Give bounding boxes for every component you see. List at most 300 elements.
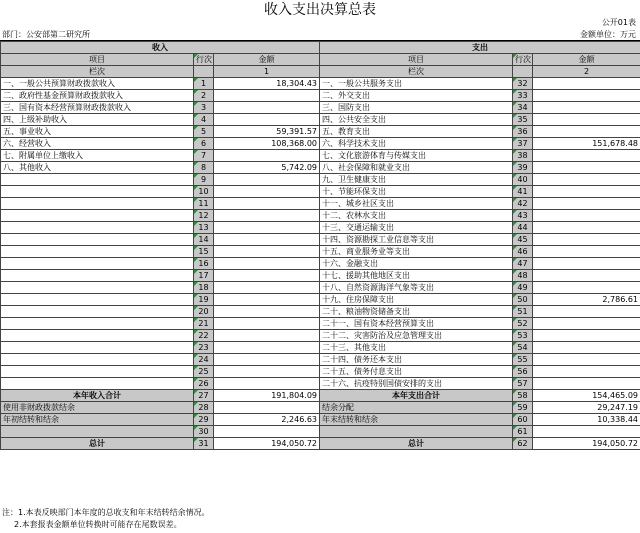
total-row: [1, 414, 640, 426]
income-line: 21: [194, 318, 214, 330]
cell-marker-icon: [513, 198, 517, 202]
income-item: 四、上级补助收入: [1, 114, 194, 126]
table-row: [1, 354, 640, 366]
income-line: 13: [194, 222, 214, 234]
income-item-header: 项目: [1, 54, 194, 66]
cell-marker-icon: [513, 210, 517, 214]
table-row: [1, 114, 640, 126]
cell-marker-icon: [194, 126, 198, 130]
income-item: [1, 342, 194, 354]
table-row: [1, 246, 640, 258]
income-column-line-blank: [194, 66, 214, 78]
income-line: 20: [194, 306, 214, 318]
expense-line: 40: [513, 174, 533, 186]
cell-marker-icon: [194, 306, 198, 310]
expense-item: 五、教育支出: [320, 126, 513, 138]
expense-amount: [533, 306, 640, 318]
expense-column-label: 栏次: [320, 66, 513, 78]
cell-marker-icon: [513, 354, 517, 358]
income-line: 17: [194, 270, 214, 282]
footnote-1: 注：1.本表反映部门本年度的总收支和年末结转结余情况。: [2, 508, 210, 517]
expense-column-number: 2: [533, 66, 640, 78]
expense-line: 60: [513, 414, 533, 426]
income-amount: [214, 318, 320, 330]
expense-amount: [533, 198, 640, 210]
expense-amount: 151,678.48: [533, 138, 640, 150]
table-row: [1, 102, 640, 114]
cell-marker-icon: [194, 78, 198, 82]
income-line: 10: [194, 186, 214, 198]
expense-line: 56: [513, 366, 533, 378]
income-amount: 191,804.09: [214, 390, 320, 402]
expense-item: 七、文化旅游体育与传媒支出: [320, 150, 513, 162]
cell-marker-icon: [194, 138, 198, 142]
cell-marker-icon: [513, 414, 517, 418]
expense-amount: [533, 162, 640, 174]
income-item: [1, 330, 194, 342]
income-line: 16: [194, 258, 214, 270]
income-item: 八、其他收入: [1, 162, 194, 174]
income-line: 1: [194, 78, 214, 90]
income-item: [1, 318, 194, 330]
income-item: 本年收入合计: [1, 390, 194, 402]
table-row: [1, 258, 640, 270]
total-row: [1, 438, 640, 450]
income-line: 18: [194, 282, 214, 294]
expense-item: 二十三、其他支出: [320, 342, 513, 354]
income-amount: [214, 270, 320, 282]
expense-line: 44: [513, 222, 533, 234]
income-amount: [214, 150, 320, 162]
expense-line: 58: [513, 390, 533, 402]
cell-marker-icon: [194, 114, 198, 118]
expense-item: 结余分配: [320, 402, 513, 414]
cell-marker-icon: [194, 150, 198, 154]
expense-line: 32: [513, 78, 533, 90]
total-row: [1, 426, 640, 438]
income-item: [1, 282, 194, 294]
expense-amount: 194,050.72: [533, 438, 640, 450]
income-amount: [214, 174, 320, 186]
income-amount: 2,246.63: [214, 414, 320, 426]
income-line: 14: [194, 234, 214, 246]
income-line: 5: [194, 126, 214, 138]
cell-marker-icon: [194, 354, 198, 358]
table-row: [1, 138, 640, 150]
income-line: 22: [194, 330, 214, 342]
cell-marker-icon: [513, 126, 517, 130]
income-line: 30: [194, 426, 214, 438]
cell-marker-icon: [513, 378, 517, 382]
income-item: 年初结转和结余: [1, 414, 194, 426]
expense-line: 62: [513, 438, 533, 450]
cell-marker-icon: [513, 366, 517, 370]
table-row: [1, 126, 640, 138]
expense-item: 十三、交通运输支出: [320, 222, 513, 234]
expense-item: [320, 426, 513, 438]
expense-amount: [533, 186, 640, 198]
cell-marker-icon: [513, 222, 517, 226]
income-item: 一、一般公共预算财政拨款收入: [1, 78, 194, 90]
cell-marker-icon: [194, 102, 198, 106]
cell-marker-icon: [194, 426, 198, 430]
expense-line: 35: [513, 114, 533, 126]
footnote-2: 2.本套报表金额单位转换时可能存在尾数误差。: [14, 520, 182, 529]
income-item: 六、经营收入: [1, 138, 194, 150]
table-row: [1, 342, 640, 354]
income-line: 8: [194, 162, 214, 174]
footnotes: [2, 507, 210, 531]
expense-amount: [533, 102, 640, 114]
table-row: [1, 222, 640, 234]
table-row: [1, 378, 640, 390]
expense-line: 42: [513, 198, 533, 210]
expense-line: 47: [513, 258, 533, 270]
cell-marker-icon: [513, 270, 517, 274]
income-item: [1, 246, 194, 258]
expense-item: 十二、农林水支出: [320, 210, 513, 222]
expense-amount-header: 金额: [533, 54, 640, 66]
cell-marker-icon: [194, 330, 198, 334]
expense-amount: [533, 330, 640, 342]
table-row: [1, 234, 640, 246]
income-amount: [214, 246, 320, 258]
column-header-row: [1, 54, 640, 66]
expense-item: 年末结转和结余: [320, 414, 513, 426]
expense-column-line-blank: [513, 66, 533, 78]
income-line: 3: [194, 102, 214, 114]
income-item: 三、国有资本经营预算财政拨款收入: [1, 102, 194, 114]
income-column-number: 1: [214, 66, 320, 78]
income-item: [1, 234, 194, 246]
expense-item: 六、科学技术支出: [320, 138, 513, 150]
expense-amount: 154,465.09: [533, 390, 640, 402]
income-amount: [214, 198, 320, 210]
expense-line-header: 行次: [513, 54, 533, 66]
income-line: 19: [194, 294, 214, 306]
cell-marker-icon: [194, 318, 198, 322]
cell-marker-icon: [194, 282, 198, 286]
income-item: [1, 270, 194, 282]
cell-marker-icon: [513, 294, 517, 298]
total-row: [1, 390, 640, 402]
expense-line: 61: [513, 426, 533, 438]
expense-section-header: 支出: [320, 42, 640, 54]
expense-line: 34: [513, 102, 533, 114]
income-line: 28: [194, 402, 214, 414]
total-row: [1, 402, 640, 414]
expense-line: 54: [513, 342, 533, 354]
cell-marker-icon: [513, 426, 517, 430]
income-amount: [214, 306, 320, 318]
department-label: 部门：公安部第二研究所: [2, 30, 90, 39]
income-amount: [214, 258, 320, 270]
table-row: [1, 210, 640, 222]
expense-item: 二十六、抗疫特别国债安排的支出: [320, 378, 513, 390]
expense-amount: [533, 366, 640, 378]
income-line: 24: [194, 354, 214, 366]
cell-marker-icon: [513, 114, 517, 118]
column-number-row: [1, 66, 640, 78]
income-amount: 194,050.72: [214, 438, 320, 450]
expense-line: 41: [513, 186, 533, 198]
expense-item: 十四、资源勘探工业信息等支出: [320, 234, 513, 246]
income-line: 26: [194, 378, 214, 390]
cell-marker-icon: [194, 342, 198, 346]
expense-amount: [533, 246, 640, 258]
income-item: [1, 258, 194, 270]
expense-line: 57: [513, 378, 533, 390]
expense-line: 48: [513, 270, 533, 282]
budget-table-body: [1, 42, 640, 450]
cell-marker-icon: [194, 294, 198, 298]
cell-marker-icon: [513, 138, 517, 142]
income-item: 五、事业收入: [1, 126, 194, 138]
table-row: [1, 186, 640, 198]
expense-item: 本年支出合计: [320, 390, 513, 402]
income-line: 12: [194, 210, 214, 222]
expense-line: 59: [513, 402, 533, 414]
budget-table: [0, 41, 640, 450]
income-item: 二、政府性基金预算财政拨款收入: [1, 90, 194, 102]
cell-marker-icon: [194, 222, 198, 226]
income-column-label: 栏次: [1, 66, 194, 78]
expense-amount: 2,786.61: [533, 294, 640, 306]
income-item: 总计: [1, 438, 194, 450]
income-amount-header: 金额: [214, 54, 320, 66]
expense-line: 37: [513, 138, 533, 150]
expense-amount: [533, 150, 640, 162]
expense-line: 52: [513, 318, 533, 330]
income-amount: [214, 402, 320, 414]
table-row: [1, 366, 640, 378]
expense-line: 33: [513, 90, 533, 102]
expense-line: 46: [513, 246, 533, 258]
expense-item: 十、节能环保支出: [320, 186, 513, 198]
table-row: [1, 330, 640, 342]
cell-marker-icon: [513, 438, 517, 442]
expense-item: 二十四、债务还本支出: [320, 354, 513, 366]
expense-line: 55: [513, 354, 533, 366]
income-item: [1, 366, 194, 378]
expense-line: 49: [513, 282, 533, 294]
expense-amount: [533, 210, 640, 222]
expense-item: 四、公共安全支出: [320, 114, 513, 126]
expense-item: 二十一、国有资本经营预算支出: [320, 318, 513, 330]
income-line-header: 行次: [194, 54, 214, 66]
cell-marker-icon: [194, 402, 198, 406]
income-amount: [214, 330, 320, 342]
cell-marker-icon: [513, 162, 517, 166]
table-row: [1, 90, 640, 102]
expense-amount: [533, 126, 640, 138]
cell-marker-icon: [513, 342, 517, 346]
expense-amount: [533, 270, 640, 282]
table-row: [1, 306, 640, 318]
income-item: [1, 306, 194, 318]
table-row: [1, 198, 640, 210]
income-line: 25: [194, 366, 214, 378]
expense-amount: [533, 378, 640, 390]
income-line: 31: [194, 438, 214, 450]
table-row: [1, 174, 640, 186]
cell-marker-icon: [513, 234, 517, 238]
expense-line: 53: [513, 330, 533, 342]
expense-amount: 29,247.19: [533, 402, 640, 414]
income-amount: [214, 186, 320, 198]
cell-marker-icon: [513, 174, 517, 178]
income-line: 6: [194, 138, 214, 150]
expense-line: 36: [513, 126, 533, 138]
income-line: 2: [194, 90, 214, 102]
cell-marker-icon: [513, 402, 517, 406]
income-amount: [214, 426, 320, 438]
income-section-header: 收入: [1, 42, 320, 54]
cell-marker-icon: [194, 390, 198, 394]
expense-amount: [533, 426, 640, 438]
income-line: 11: [194, 198, 214, 210]
cell-marker-icon: [194, 198, 198, 202]
expense-amount: 10,338.44: [533, 414, 640, 426]
cell-marker-icon: [513, 246, 517, 250]
expense-item: 十九、住房保障支出: [320, 294, 513, 306]
table-row: [1, 150, 640, 162]
expense-item: 三、国防支出: [320, 102, 513, 114]
income-line: 7: [194, 150, 214, 162]
income-line: 23: [194, 342, 214, 354]
cell-marker-icon: [194, 270, 198, 274]
page-title: 收入支出决算总表: [264, 2, 376, 18]
income-item: [1, 294, 194, 306]
expense-item: 二十二、灾害防治及应急管理支出: [320, 330, 513, 342]
expense-item: 二十五、债务付息支出: [320, 366, 513, 378]
expense-amount: [533, 222, 640, 234]
table-row: [1, 78, 640, 90]
expense-item: 十五、商业服务业等支出: [320, 246, 513, 258]
income-item: [1, 210, 194, 222]
expense-item: 总计: [320, 438, 513, 450]
expense-amount: [533, 78, 640, 90]
table-row: [1, 318, 640, 330]
table-row: [1, 294, 640, 306]
cell-marker-icon: [194, 246, 198, 250]
cell-marker-icon: [513, 186, 517, 190]
cell-marker-icon: [513, 90, 517, 94]
expense-line: 50: [513, 294, 533, 306]
income-amount: [214, 90, 320, 102]
expense-amount: [533, 90, 640, 102]
expense-line: 39: [513, 162, 533, 174]
cell-marker-icon: [194, 438, 198, 442]
income-amount: [214, 282, 320, 294]
income-amount: 108,368.00: [214, 138, 320, 150]
expense-amount: [533, 318, 640, 330]
expense-item: 二、外交支出: [320, 90, 513, 102]
income-line: 29: [194, 414, 214, 426]
cell-marker-icon: [194, 174, 198, 178]
cell-marker-icon: [513, 54, 517, 58]
expense-line: 38: [513, 150, 533, 162]
expense-amount: [533, 258, 640, 270]
income-amount: 18,304.43: [214, 78, 320, 90]
expense-amount: [533, 342, 640, 354]
income-amount: 59,391.57: [214, 126, 320, 138]
cell-marker-icon: [194, 162, 198, 166]
expense-item: 八、社会保障和就业支出: [320, 162, 513, 174]
expense-line: 45: [513, 234, 533, 246]
cell-marker-icon: [513, 318, 517, 322]
expense-item-header: 项目: [320, 54, 513, 66]
income-line: 15: [194, 246, 214, 258]
income-item: [1, 186, 194, 198]
income-item: [1, 426, 194, 438]
income-amount: [214, 354, 320, 366]
income-amount: [214, 366, 320, 378]
expense-item: 九、卫生健康支出: [320, 174, 513, 186]
form-code: 公开01表: [601, 18, 636, 27]
income-amount: [214, 210, 320, 222]
expense-item: 一、一般公共服务支出: [320, 78, 513, 90]
cell-marker-icon: [513, 102, 517, 106]
income-item: [1, 222, 194, 234]
expense-line: 51: [513, 306, 533, 318]
section-header-row: [1, 42, 640, 54]
table-row: [1, 162, 640, 174]
income-line: 4: [194, 114, 214, 126]
income-amount: [214, 342, 320, 354]
expense-line: 43: [513, 210, 533, 222]
expense-amount: [533, 114, 640, 126]
cell-marker-icon: [194, 186, 198, 190]
income-amount: [214, 294, 320, 306]
cell-marker-icon: [513, 282, 517, 286]
cell-marker-icon: [194, 366, 198, 370]
cell-marker-icon: [513, 306, 517, 310]
expense-item: 十一、城乡社区支出: [320, 198, 513, 210]
income-item: [1, 198, 194, 210]
cell-marker-icon: [194, 378, 198, 382]
expense-amount: [533, 282, 640, 294]
income-amount: [214, 222, 320, 234]
income-line: 27: [194, 390, 214, 402]
cell-marker-icon: [194, 90, 198, 94]
table-row: [1, 270, 640, 282]
income-amount: 5,742.09: [214, 162, 320, 174]
cell-marker-icon: [513, 150, 517, 154]
income-item: [1, 354, 194, 366]
expense-item: 二十、粮油物资储备支出: [320, 306, 513, 318]
income-item: 使用非财政拨款结余: [1, 402, 194, 414]
income-item: 七、附属单位上缴收入: [1, 150, 194, 162]
income-line: 9: [194, 174, 214, 186]
expense-amount: [533, 174, 640, 186]
cell-marker-icon: [513, 78, 517, 82]
expense-item: 十八、自然资源海洋气象等支出: [320, 282, 513, 294]
expense-amount: [533, 234, 640, 246]
table-row: [1, 282, 640, 294]
cell-marker-icon: [513, 258, 517, 262]
cell-marker-icon: [194, 210, 198, 214]
cell-marker-icon: [513, 390, 517, 394]
income-amount: [214, 378, 320, 390]
income-item: [1, 174, 194, 186]
cell-marker-icon: [194, 54, 198, 58]
cell-marker-icon: [194, 258, 198, 262]
income-amount: [214, 114, 320, 126]
cell-marker-icon: [194, 414, 198, 418]
expense-amount: [533, 354, 640, 366]
cell-marker-icon: [194, 234, 198, 238]
